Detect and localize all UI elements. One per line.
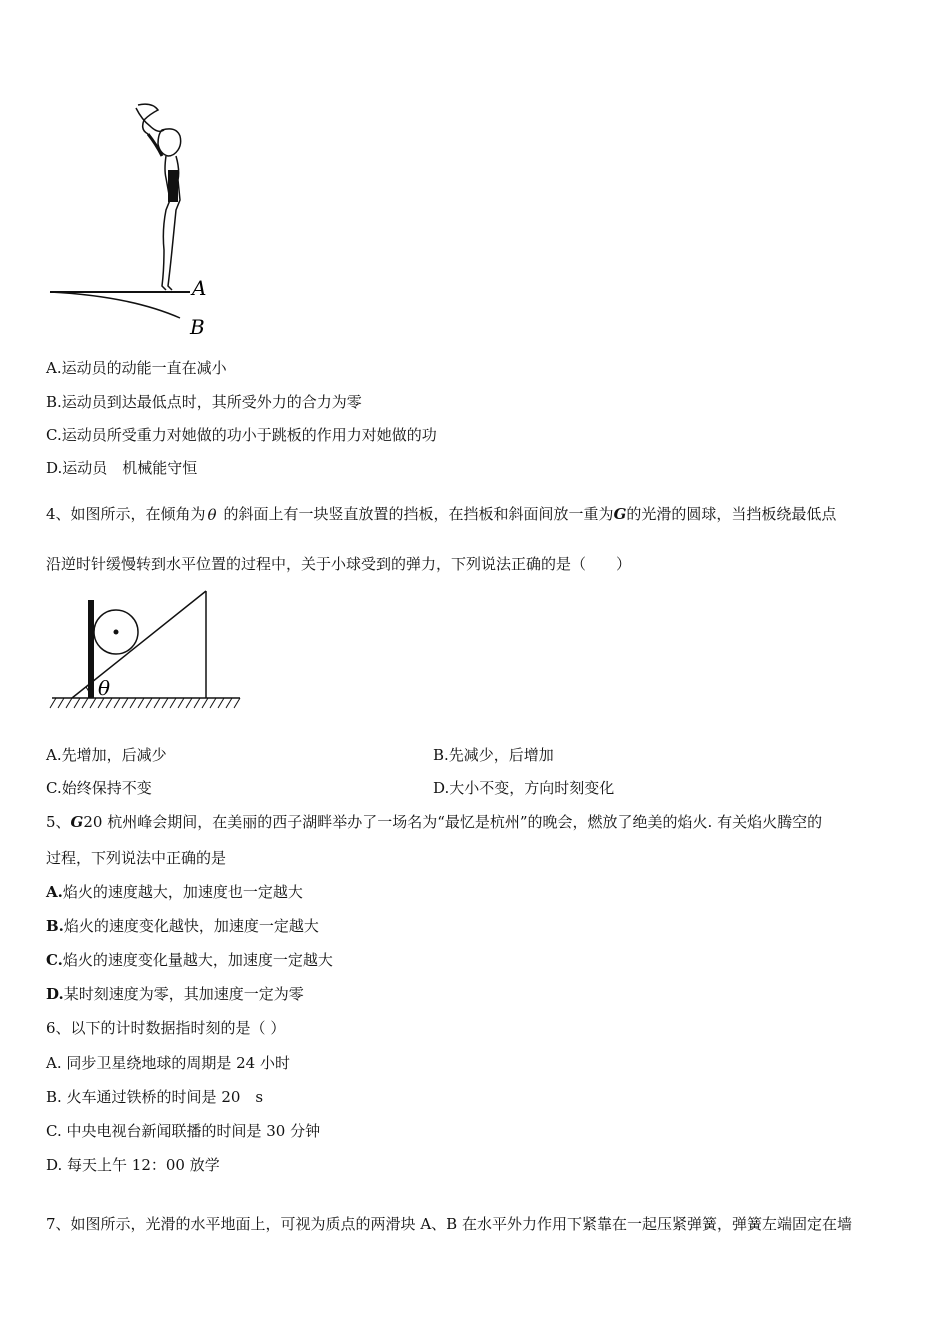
q5-option-c: C.焰火的速度变化量越大，加速度一定越大 [46,951,333,969]
q5-num: 5、 [46,813,71,831]
q4-stem-part1: 4、如图所示，在倾角为 [46,505,206,523]
q4-option-d: D.大小不变，方向时刻变化 [433,779,615,797]
q5-option-d: D.某时刻速度为零，其加速度一定为零 [46,985,304,1003]
q3-option-b: B.运动员到达最低点时，其所受外力的合力为零 [46,393,362,411]
q5-option-a: A.焰火的速度越大，加速度也一定越大 [46,883,303,901]
springboard-b [50,292,180,318]
q5-stem-line1 [46,812,822,832]
ball-center [114,630,119,635]
q5-stem-part1: 20 杭州峰会期间，在美丽的西子湖畔举办了一场名为“最忆是杭州”的晚会，燃放了绝美的焰火. 有关焰火腾空的 [83,813,823,831]
q4-option-c: C.始终保持不变 [46,779,152,797]
q3-option-c: C.运动员所受重力对她做的功小于跳板的作用力对她做的功 [46,426,437,444]
ground-hatching [50,698,240,708]
q4-stem-line1 [46,504,836,524]
q6-option-b: B. 火车通过铁桥的时间是 20 s [46,1088,264,1106]
q5-g20-g: G [70,813,84,831]
q6-stem: 6、以下的计时数据指时刻的是（ ） [46,1019,286,1037]
q4-theta: θ [207,506,217,524]
q3-option-d: D.运动员 机械能守恒 [46,459,198,477]
q5-stem-line2: 过程，下列说法中正确的是 [46,849,227,867]
q6-option-d: D. 每天上午 12：00 放学 [46,1156,220,1174]
q7-stem: 7、如图所示，光滑的水平地面上，可视为质点的两滑块 A、B 在水平外力作用下紧靠在一起压紧弹簧，弹簧左端固定在墙 [46,1215,852,1233]
q5-option-b: B.焰火的速度变化越快，加速度一定越大 [46,917,319,935]
q4-stem-line2: 沿逆时针缓慢转到水平位置的过程中，关于小球受到的弹力，下列说法正确的是（ ） [46,555,632,573]
q4-weight: G [613,505,627,523]
q3-option-a: A.运动员的动能一直在减小 [46,359,227,377]
q4-stem-part2: 的斜面上有一块竖直放置的挡板，在挡板和斜面间放一重为 [223,505,614,523]
angle-theta-label: θ [98,676,111,700]
diver-figure [40,100,230,345]
q6-option-c: C. 中央电视台新闻联播的时间是 30 分钟 [46,1122,321,1140]
incline-figure [46,586,246,716]
label-b: B [190,315,205,339]
q4-option-a: A.先增加，后减少 [46,746,167,764]
q6-option-a: A. 同步卫星绕地球的周期是 24 小时 [46,1054,290,1072]
baffle-board [88,600,94,698]
q4-stem-part3: 的光滑的圆球，当挡板绕最低点 [626,505,837,523]
q4-option-b: B.先减少，后增加 [433,746,554,764]
label-a: A [192,276,207,300]
